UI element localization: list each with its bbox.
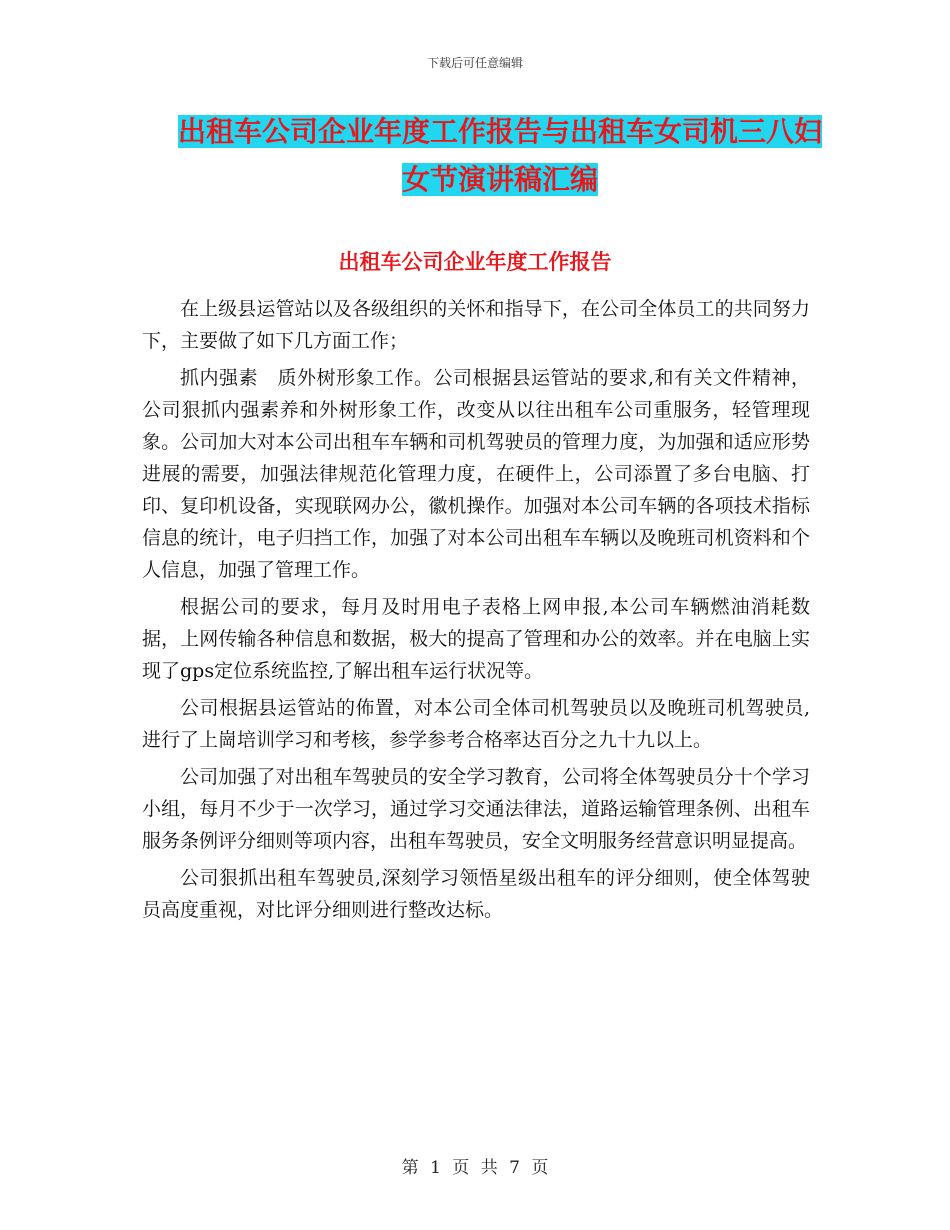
page-number: 第 1 页 共 7 页 <box>401 1158 549 1178</box>
title-line-2: 女节演讲稿汇编 <box>401 163 598 196</box>
document-body <box>142 293 810 931</box>
paragraph: 抓内强素 质外树形象工作。公司根据县运管站的要求,和有关文件精神，公司狠抓内强素养和外树形象工作，改变从以往出租车公司重服务，轻管理现象。公司加大对本公司出租车车辆和司机驾驶员的管理力度，为加强和适应形势进展的需要，加强法律规范化管理力度，在硬件上，公司添置了多台电脑、打印、复印机设备，实现联网办公，徽机操作。加强对本公司车辆的各项技术指标信息的统计，电子归挡工作，加强了对本公司出租车车辆以及晚班司机资料和个人信息，加强了管理工作。 <box>142 367 810 581</box>
paragraph: 公司狠抓出租车驾驶员,深刻学习领悟星级出租车的评分细则，使全体驾驶员高度重视，对比评分细则进行整改达标。 <box>142 867 810 921</box>
section-title: 出租车公司企业年度工作报告 <box>338 250 612 274</box>
title-line-1: 出租车公司企业年度工作报告与出租车女司机三八妇 <box>177 115 822 148</box>
header-note: 下载后可任意编辑 <box>426 56 523 70</box>
paragraph: 公司加强了对出租车驾驶员的安全学习教育，公司将全体驾驶员分十个学习小组，每月不少于一次学习，通过学习交通法律法，道路运输管理条例、出租车服务条例评分细则等项内容，出租车驾驶员，安全文明服务经营意识明显提高。 <box>142 766 810 852</box>
document-title <box>140 108 860 204</box>
paragraph: 在上级县运管站以及各级组织的关怀和指导下，在公司全体员工的共同努力下，主要做了如下几方面工作； <box>142 298 810 352</box>
paragraph: 公司根据县运管站的佈置，对本公司全体司机驾驶员以及晚班司机驾驶员,进行了上崗培训学习和考核，参学参考合格率达百分之九十九以上。 <box>142 697 810 751</box>
paragraph: 根据公司的要求，每月及时用电子表格上网申报,本公司车辆燃油消耗数据，上网传输各种信息和数据，极大的提高了管理和办公的效率。并在电脑上实现了gps定位系统监控,了解出租车运行状况等。 <box>142 596 810 682</box>
